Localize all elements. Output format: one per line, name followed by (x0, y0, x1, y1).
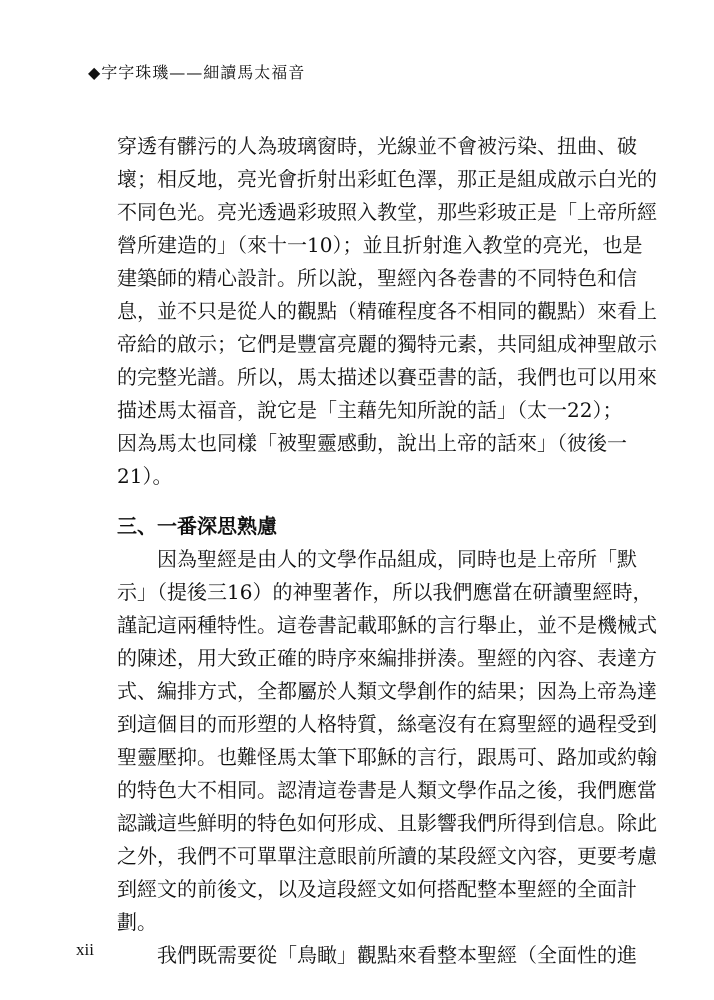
body-line: 示」（提後三16）的神聖著作，所以我們應當在研讀聖經時， (117, 580, 653, 604)
body-line: 謹記這兩種特性。這卷書記載耶穌的言行舉止，並不是機械式 (117, 613, 657, 637)
body-line: 的特色大不相同。認清這卷書是人類文學作品之後，我們應當 (117, 778, 657, 802)
body-line: 因為馬太也同樣「被聖靈感動，說出上帝的話來」（彼後一 (117, 431, 627, 455)
body-line: 壞；相反地，亮光會折射出彩虹色澤，那正是組成啟示白光的 (117, 167, 657, 191)
body-line: 的陳述，用大致正確的時序來編排拼湊。聖經的內容、表達方 (117, 646, 657, 670)
body-line: 到經文的前後文，以及這段經文如何搭配整本聖經的全面計 (117, 877, 637, 901)
body-line: 的完整光譜。所以，馬太描述以賽亞書的話，我們也可以用來 (117, 365, 657, 389)
body-line: 因為聖經是由人的文學作品組成，同時也是上帝所「默 (157, 547, 637, 571)
body-line: 息，並不只是從人的觀點（精確程度各不相同的觀點）來看上 (117, 299, 657, 323)
body-line: 營所建造的」（來十一10）；並且折射進入教堂的亮光，也是 (117, 233, 643, 257)
body-line: 21）。 (117, 464, 173, 488)
body-line: 不同色光。亮光透過彩玻照入教堂，那些彩玻正是「上帝所經 (117, 200, 657, 224)
body-line: 建築師的精心設計。所以說，聖經內各卷書的不同特色和信 (117, 266, 637, 290)
body-line: 描述馬太福音，說它是「主藉先知所說的話」（太一22）； (117, 398, 623, 422)
body-line: 穿透有髒污的人為玻璃窗時，光線並不會被污染、扭曲、破 (117, 134, 637, 158)
body-line: 到這個目的而形塑的人格特質，絲毫沒有在寫聖經的過程受到 (117, 712, 657, 736)
page-number: xii (76, 940, 94, 959)
body-line: 之外，我們不可單單注意眼前所讀的某段經文內容，更要考慮 (117, 844, 657, 868)
section-heading: 三、一番深思熟慮 (117, 514, 277, 538)
body-line: 式、編排方式，全都屬於人類文學創作的結果；因為上帝為達 (117, 679, 657, 703)
body-line: 帝給的啟示；它們是豐富亮麗的獨特元素，共同組成神聖啟示 (117, 332, 657, 356)
body-line: 劃。 (117, 910, 157, 934)
body-line: 聖靈壓抑。也難怪馬太筆下耶穌的言行，跟馬可、路加或約翰 (117, 745, 657, 769)
body-line: 我們既需要從「鳥瞰」觀點來看整本聖經（全面性的進 (157, 943, 637, 967)
running-head: ◆字字珠璣——細讀馬太福音 (88, 63, 306, 82)
body-text (117, 130, 657, 972)
body-line: 認識這些鮮明的特色如何形成、且影響我們所得到信息。除此 (117, 811, 657, 835)
